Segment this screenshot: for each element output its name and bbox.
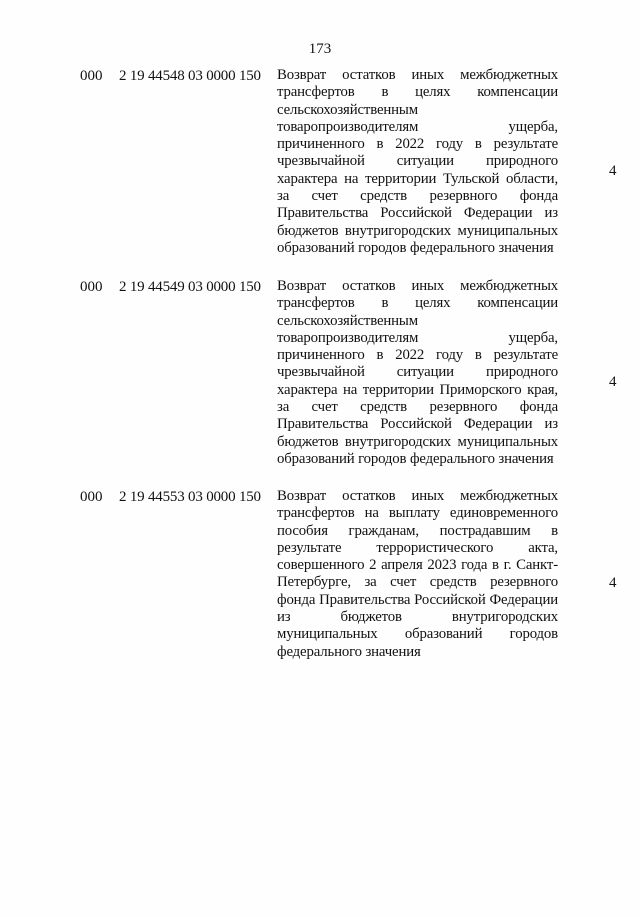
row-description: Возврат остатков иных межбюджетных трансфертов в целях компенсации сельскохозяйственным товаропроизводителям ущерба, причиненного в 2022 году в результате чрезвычайной ситуации природного характера на территории Приморского края, за счет средств резервного фонда Правительства Российской Федерации из бюджетов внутригородских муниципальных образований городов федерального значения: [277, 278, 558, 467]
admin-code: 000: [80, 279, 103, 295]
row-amount: 4: [609, 163, 617, 179]
row-amount: 4: [609, 374, 617, 390]
budget-classification-code: 2 19 44548 03 0000 150: [119, 68, 261, 84]
budget-classification-code: 2 19 44549 03 0000 150: [119, 279, 261, 295]
admin-code: 000: [80, 68, 103, 84]
page-number: 173: [308, 41, 332, 57]
admin-code: 000: [80, 489, 103, 505]
budget-classification-code: 2 19 44553 03 0000 150: [119, 489, 261, 505]
row-description: Возврат остатков иных межбюджетных трансфертов на выплату единовременного пособия гражданам, пострадавшим в результате террористического акта, совершенного 2 апреля 2023 года в г. Санкт-Петербурге, за счет средств резервного фонда Правительства Российской Федерации из бюджетов внутригородских муниципальных образований городов федерального значения: [277, 488, 558, 660]
row-description: Возврат остатков иных межбюджетных трансфертов в целях компенсации сельскохозяйственным товаропроизводителям ущерба, причиненного в 2022 году в результате чрезвычайной ситуации природного характера на территории Тульской области, за счет средств резервного фонда Правительства Российской Федерации из бюджетов внутригородских муниципальных образований городов федерального значения: [277, 67, 558, 256]
row-amount: 4: [609, 575, 617, 591]
